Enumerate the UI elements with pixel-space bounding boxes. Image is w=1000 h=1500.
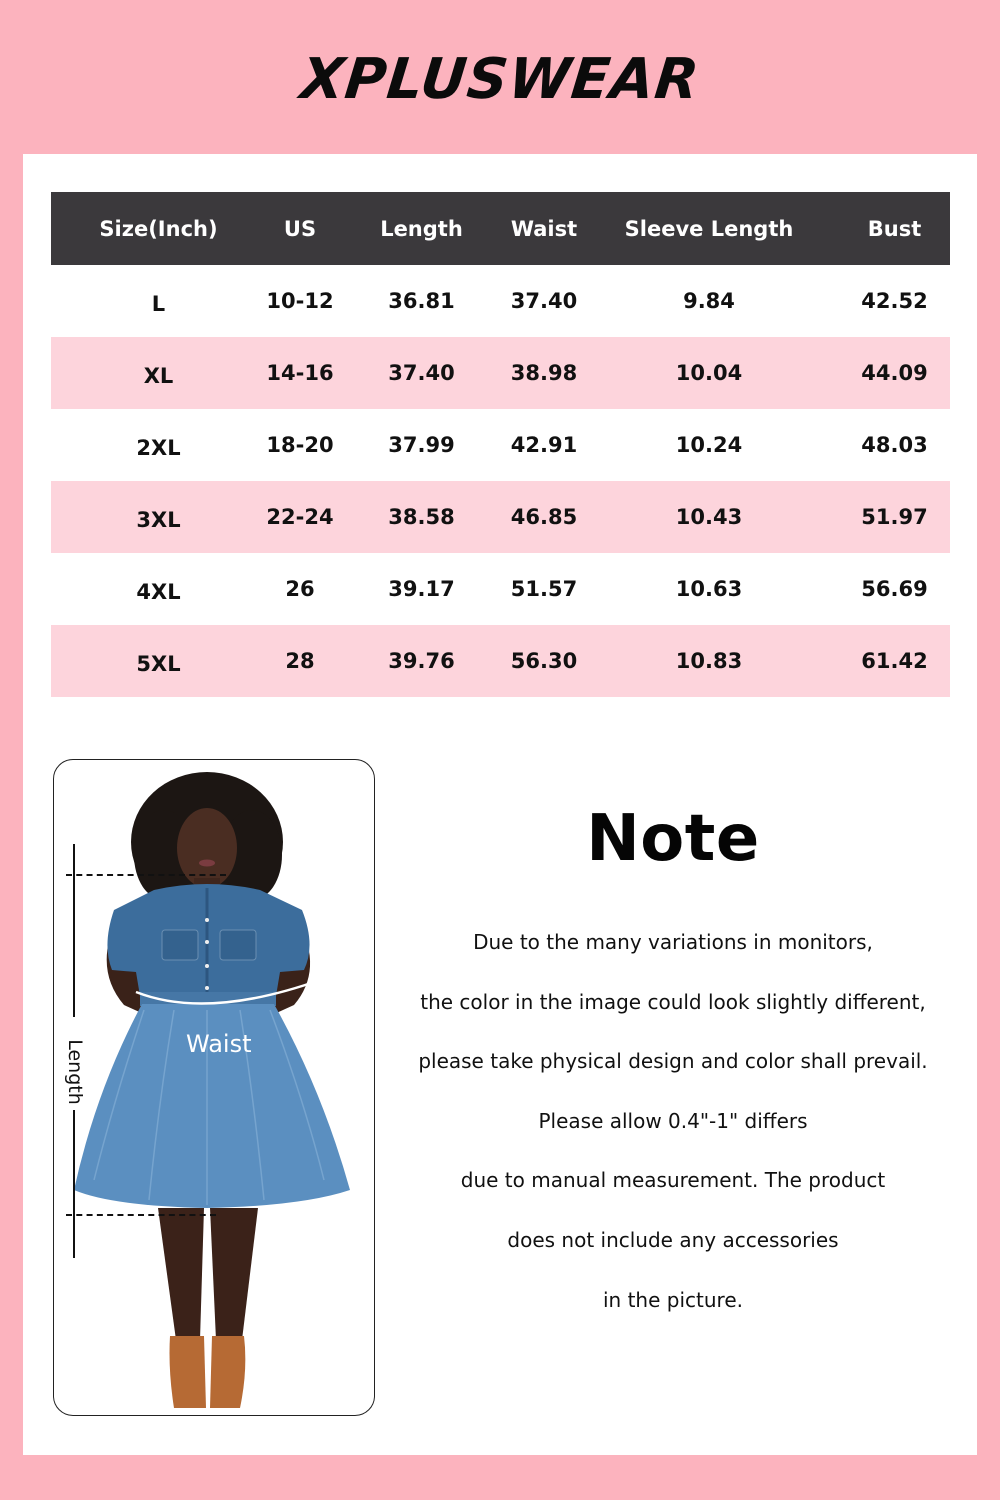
us-cell: 22-24 [266,481,334,553]
table-row [51,553,950,625]
header-bust: Bust [839,192,950,265]
length-cell: 37.40 [334,337,509,409]
sleeve-length-cell: 10.63 [675,577,743,601]
us-cell: 14-16 [266,337,334,409]
note-line: Please allow 0.4"-1" differs [538,1108,808,1133]
length-cell: 39.17 [388,577,455,601]
note-body [395,932,951,1349]
us-cell: 28 [266,625,334,697]
sleeve-length-cell: 10.43 [579,481,839,553]
us-cell: 26 [285,577,315,601]
size-cell: 3XL [51,481,266,553]
header-size: Size(Inch) [51,192,266,265]
note-line: please take physical design and color shall prevail. [418,1049,928,1074]
note-line: does not include any accessories [507,1227,839,1252]
length-bottom-marker [66,1214,216,1216]
note-line: the color in the image could look slightly different, [420,989,926,1014]
table-row [51,337,950,409]
sleeve-length-cell: 10.04 [579,337,839,409]
length-measure-line [73,1110,75,1258]
brand-header [0,44,1000,114]
bust-cell: 51.97 [839,481,950,553]
bust-cell: 42.52 [861,289,928,313]
length-cell: 38.58 [334,481,509,553]
bust-cell: 44.09 [839,337,950,409]
waist-cell: 38.98 [509,337,579,409]
length-cell: 39.76 [334,625,509,697]
bust-cell: 56.69 [861,577,928,601]
model-illustration [54,760,375,1416]
note-line: in the picture. [603,1287,743,1312]
size-chart-table [51,192,950,697]
us-cell: 10-12 [266,289,334,313]
note-line: due to manual measurement. The product [460,1168,886,1193]
header-length: Length [334,192,509,265]
table-row [51,625,950,697]
length-cell: 36.81 [388,289,455,313]
waist-cell: 42.91 [510,433,578,457]
size-cell: 4XL [136,580,181,604]
note-title: Note [586,802,760,876]
length-top-marker [66,874,226,876]
size-cell: XL [51,337,266,409]
sleeve-length-cell: 10.24 [675,433,743,457]
waist-label: Waist [186,1030,252,1058]
table-row [51,265,950,337]
size-cell: 5XL [51,625,266,697]
header-us: US [266,192,334,265]
table-header-row [51,192,950,265]
size-cell: L [151,292,166,316]
sleeve-length-cell: 10.83 [579,625,839,697]
bust-cell: 48.03 [861,433,928,457]
length-cell: 37.99 [388,433,455,457]
table-row [51,481,950,553]
length-measure-line [73,844,75,1017]
waist-cell: 37.40 [510,289,578,313]
size-cell: 2XL [136,436,181,460]
size-guide-panel [23,154,977,1455]
table-row [51,409,950,481]
us-cell: 18-20 [266,433,334,457]
waist-cell: 51.57 [510,577,578,601]
bust-cell: 61.42 [839,625,950,697]
note-line: Due to the many variations in monitors, [473,930,873,954]
brand-logo: XPLUSWEAR [297,46,703,112]
model-measurement-figure [53,759,375,1416]
header-sleeve-length: Sleeve Length [579,192,839,265]
waist-cell: 46.85 [509,481,579,553]
note-section [395,794,951,1349]
length-label: Length [60,1032,90,1112]
header-waist: Waist [509,192,579,265]
waist-cell: 56.30 [509,625,579,697]
sleeve-length-cell: 9.84 [683,289,735,313]
